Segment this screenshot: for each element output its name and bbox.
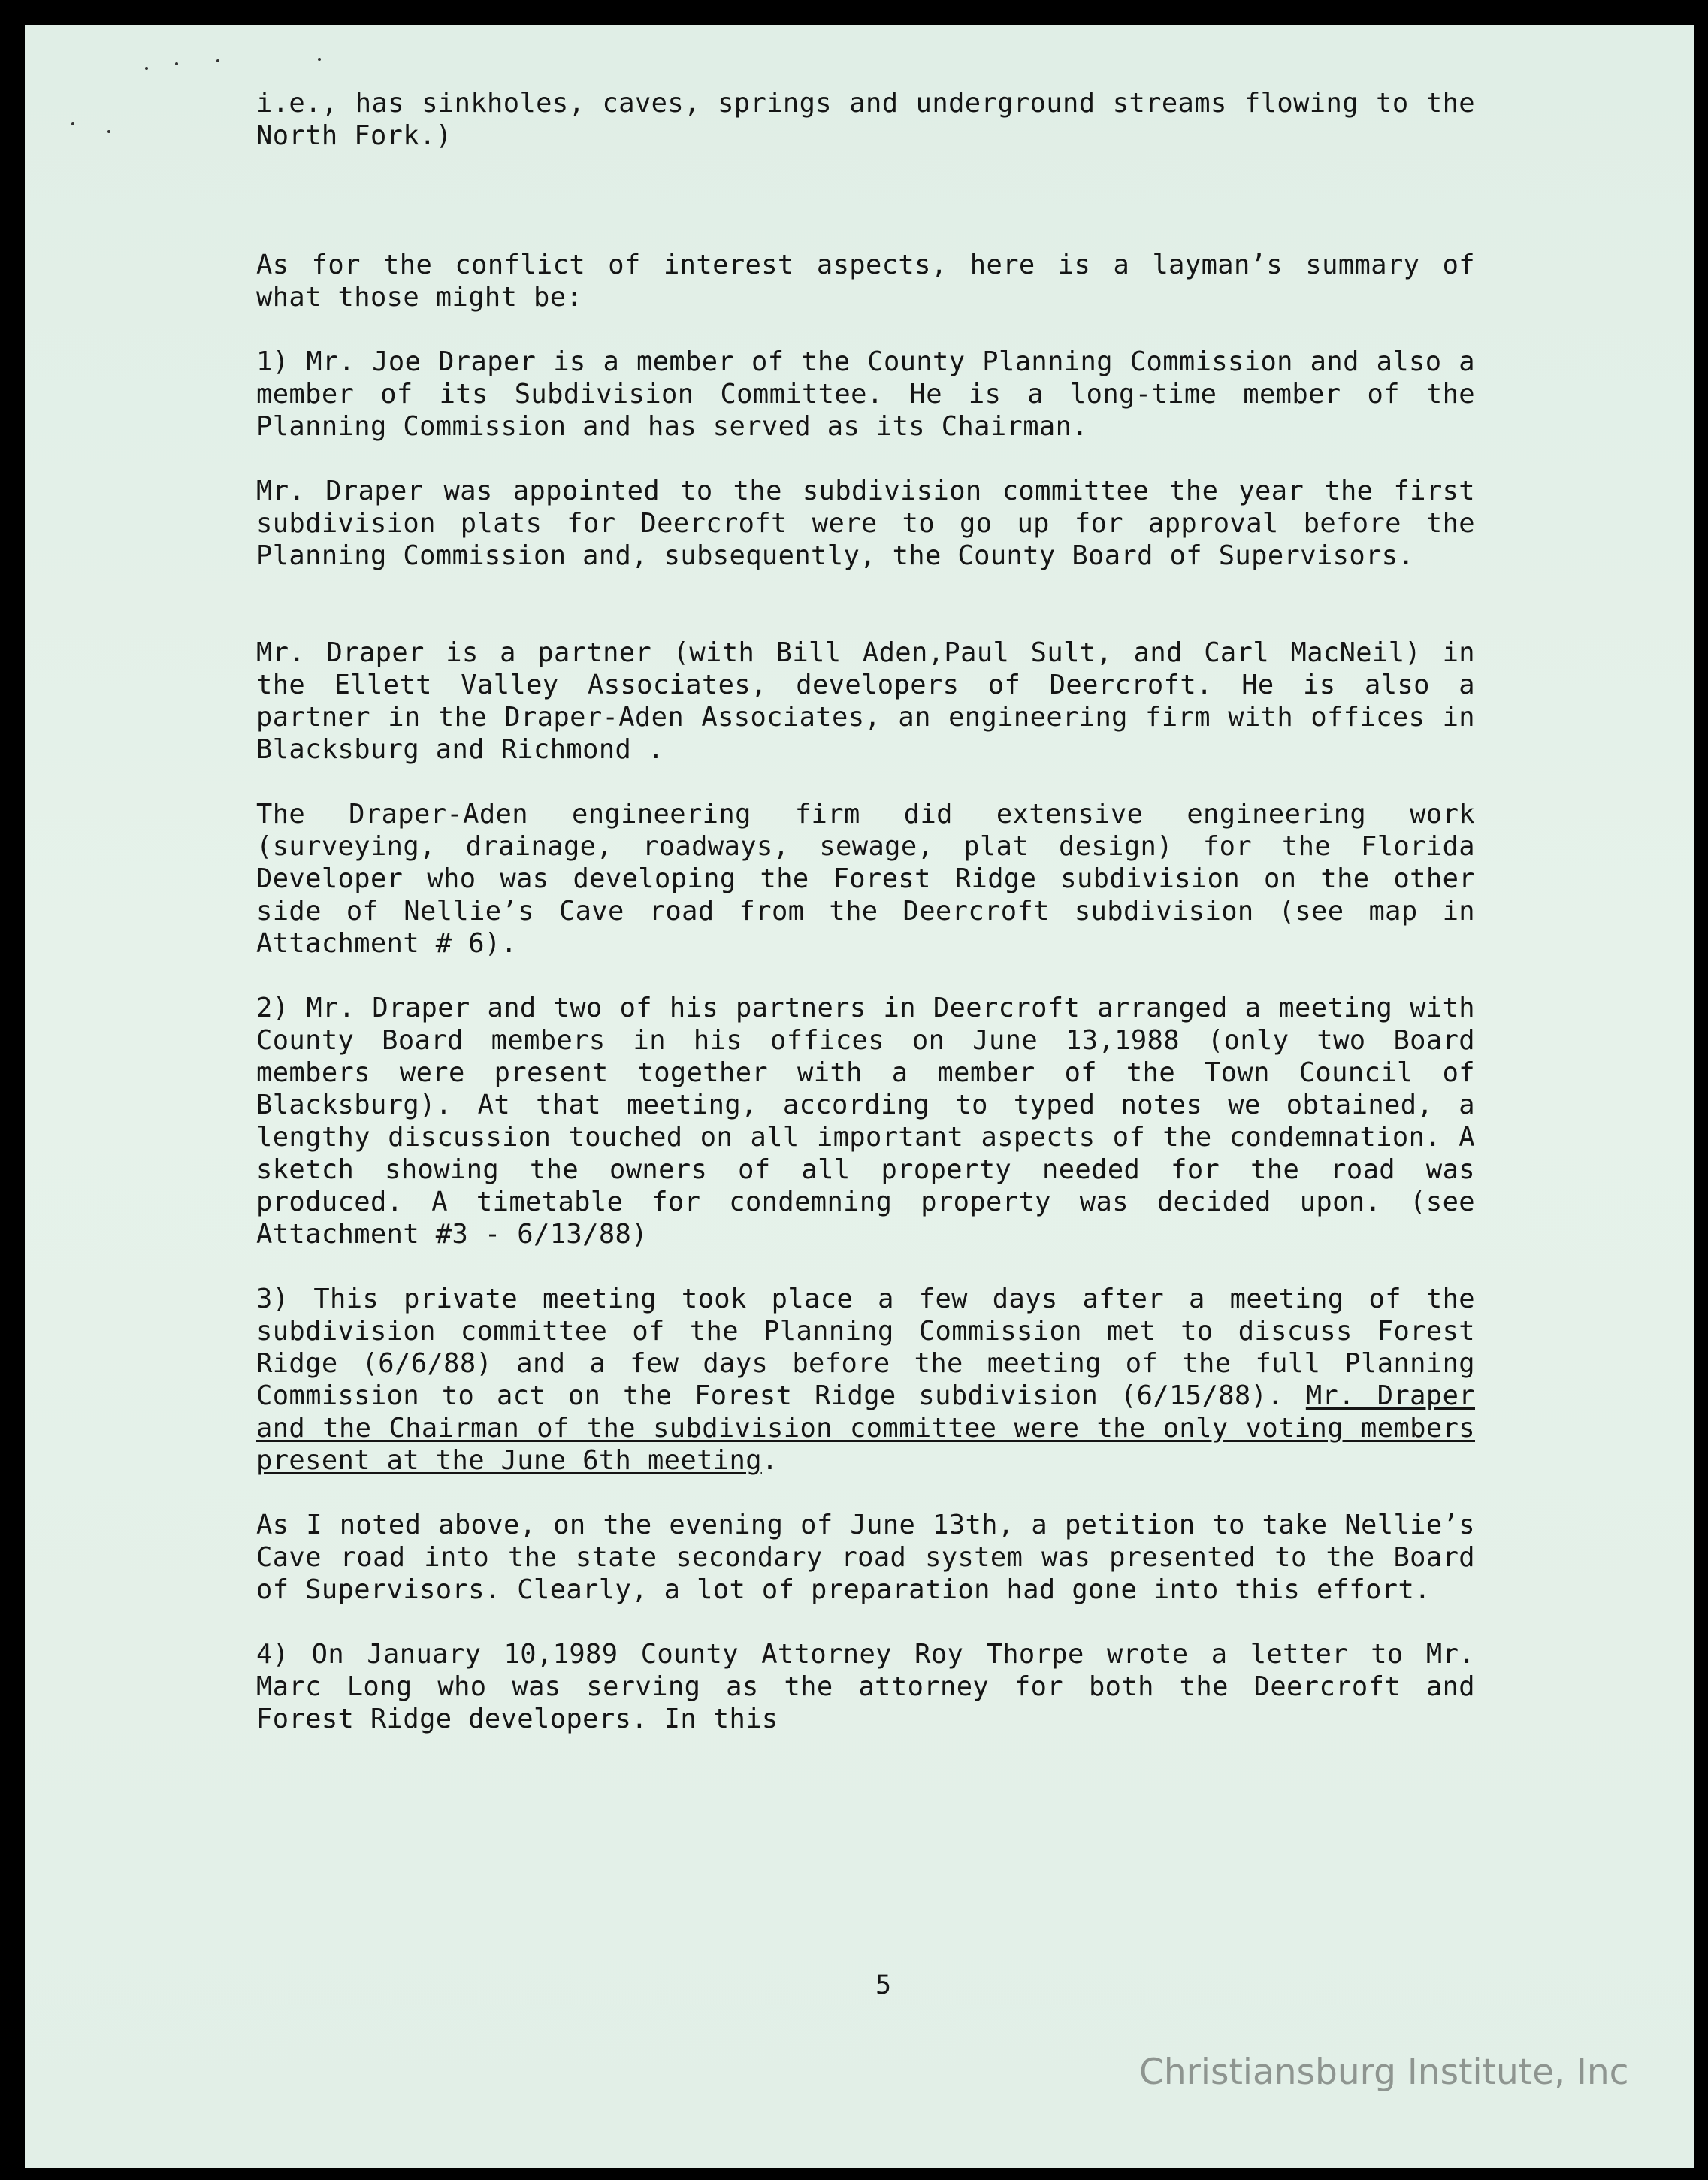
- page-number: 5: [875, 1970, 892, 2000]
- period: .: [761, 1445, 778, 1476]
- paper-speck: [318, 58, 321, 61]
- paragraph-conflict-summary: As for the conflict of interest aspects, here is a layman’s summary of what those might be:: [256, 249, 1475, 313]
- paper-speck: [107, 130, 110, 133]
- paragraph-appointment: Mr. Draper was appointed to the subdivision committee the year the first subdivision plats for Deercroft were to go up for approval before the Planning Commission and, subsequently, the County Board of Supervisors.: [256, 476, 1475, 571]
- paragraph-item-1: 1) Mr. Joe Draper is a member of the County Planning Commission and also a member of its Subdivision Committee. He is a long-time member of the Planning Commission and has served as its Chairman.: [256, 346, 1475, 442]
- paragraph-item-3: [256, 1283, 1475, 1477]
- underlined-statement: Mr. Draper and the Chairman of the subdivision committee were the only voting members present at the June 6th meeting: [256, 1380, 1475, 1476]
- paragraph-intro-continuation: i.e., has sinkholes, caves, springs and underground streams flowing to the North Fork.): [256, 88, 1475, 151]
- paragraph-petition: As I noted above, on the evening of June 13th, a petition to take Nellie’s Cave road into the state secondary road system was presented to the Board of Supervisors. Clearly, a lot of preparation had gone into this effort.: [256, 1510, 1475, 1605]
- item-3-text: 3) This private meeting took place a few days after a meeting of the subdivision committee of the Planning Commission met to discuss Forest Ridge (6/6/88) and a few days before the meeting of the full Planning Commission to act on the Forest Ridge subdivision (6/15/88).: [256, 1284, 1475, 1411]
- paper-speck: [145, 67, 148, 70]
- paragraph-item-4: 4) On January 10,1989 County Attorney Roy Thorpe wrote a letter to Mr. Marc Long who was serving as the attorney for both the Deercroft and Forest Ridge developers. In this: [256, 1639, 1475, 1734]
- paper-speck: [71, 122, 74, 125]
- paper-speck: [216, 59, 219, 62]
- document-body: [256, 87, 1475, 1735]
- paper-speck: [175, 62, 178, 65]
- watermark: Christiansburg Institute, Inc: [1139, 2051, 1629, 2093]
- paragraph-engineering-firm: The Draper-Aden engineering firm did extensive engineering work (surveying, drainage, roadways, sewage, plat design) for the Florida Developer who was developing the Forest Ridge subdivision on the other side of Nellie’s Cave road from the Deercroft subdivision (see map in Attachment # 6).: [256, 799, 1475, 959]
- paragraph-partnership: Mr. Draper is a partner (with Bill Aden,Paul Sult, and Carl MacNeil) in the Ellett Valley Associates, developers of Deercroft. He is also a partner in the Draper-Aden Associates, an engineering firm with offices in Blacksburg and Richmond .: [256, 637, 1475, 765]
- paragraph-item-2: 2) Mr. Draper and two of his partners in Deercroft arranged a meeting with County Board members in his offices on June 13,1988 (only two Board members were present together with a member of the Town Council of Blacksburg). At that meeting, according to typed notes we obtained, a lengthy discussion touched on all important aspects of the condemnation. A sketch showing the owners of all property needed for the road was produced. A timetable for condemning property was decided upon. (see Attachment #3 - 6/13/88): [256, 993, 1475, 1250]
